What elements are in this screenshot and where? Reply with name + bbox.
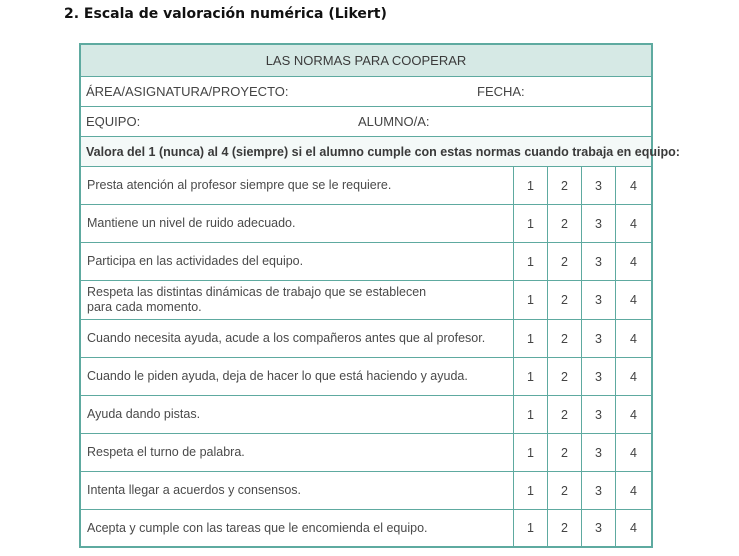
item-text: Respeta las distintas dinámicas de trabajo que se establecen para cada momento. bbox=[87, 285, 427, 314]
score-option-1[interactable]: 1 bbox=[513, 243, 547, 280]
score-option-3[interactable]: 3 bbox=[581, 510, 615, 546]
item-text: Acepta y cumple con las tareas que le encomienda el equipo. bbox=[87, 520, 428, 535]
score-option-2[interactable]: 2 bbox=[547, 434, 581, 471]
item-text: Ayuda dando pistas. bbox=[87, 407, 201, 421]
score-option-1[interactable]: 1 bbox=[513, 472, 547, 509]
score-option-2[interactable]: 2 bbox=[547, 396, 581, 433]
score-option-2[interactable]: 2 bbox=[547, 243, 581, 280]
score-option-1[interactable]: 1 bbox=[513, 510, 547, 546]
score-option-2[interactable]: 2 bbox=[547, 472, 581, 509]
item-row bbox=[81, 510, 651, 546]
score-option-1[interactable]: 1 bbox=[513, 167, 547, 204]
item-row bbox=[81, 472, 651, 510]
item-text: Intenta llegar a acuerdos y consensos. bbox=[87, 483, 302, 497]
item-row bbox=[81, 243, 651, 281]
item-row bbox=[81, 434, 651, 472]
score-option-1[interactable]: 1 bbox=[513, 396, 547, 433]
score-option-4[interactable]: 4 bbox=[615, 510, 651, 546]
instruction-text: Valora del 1 (nunca) al 4 (siempre) si el alumno cumple con estas normas cuando trabaja en equipo: bbox=[81, 137, 651, 167]
score-option-4[interactable]: 4 bbox=[615, 167, 651, 204]
score-option-3[interactable]: 3 bbox=[581, 434, 615, 471]
table-title: LAS NORMAS PARA COOPERAR bbox=[81, 45, 651, 77]
score-option-4[interactable]: 4 bbox=[615, 434, 651, 471]
score-option-4[interactable]: 4 bbox=[615, 243, 651, 280]
score-option-1[interactable]: 1 bbox=[513, 320, 547, 357]
cooperation-norms-table bbox=[79, 43, 680, 548]
score-option-2[interactable]: 2 bbox=[547, 167, 581, 204]
score-option-3[interactable]: 3 bbox=[581, 472, 615, 509]
score-option-3[interactable]: 3 bbox=[581, 167, 615, 204]
score-option-2[interactable]: 2 bbox=[547, 320, 581, 357]
item-text: Presta atención al profesor siempre que se le requiere. bbox=[87, 178, 392, 192]
score-option-1[interactable]: 1 bbox=[513, 434, 547, 471]
score-option-1[interactable]: 1 bbox=[513, 205, 547, 242]
alumno-label: ALUMNO/A: bbox=[358, 114, 430, 129]
item-row bbox=[81, 396, 651, 434]
item-text: Cuando le piden ayuda, deja de hacer lo que está haciendo y ayuda. bbox=[87, 369, 468, 383]
score-option-4[interactable]: 4 bbox=[615, 281, 651, 319]
score-option-2[interactable]: 2 bbox=[547, 281, 581, 319]
item-row bbox=[81, 281, 651, 320]
area-date-row bbox=[81, 77, 651, 107]
score-option-4[interactable]: 4 bbox=[615, 358, 651, 395]
item-row bbox=[81, 358, 651, 396]
item-row bbox=[81, 205, 651, 243]
score-option-4[interactable]: 4 bbox=[615, 320, 651, 357]
score-option-3[interactable]: 3 bbox=[581, 243, 615, 280]
item-text: Participa en las actividades del equipo. bbox=[87, 254, 304, 268]
score-option-2[interactable]: 2 bbox=[547, 205, 581, 242]
score-option-1[interactable]: 1 bbox=[513, 358, 547, 395]
score-option-3[interactable]: 3 bbox=[581, 205, 615, 242]
score-option-3[interactable]: 3 bbox=[581, 396, 615, 433]
score-option-4[interactable]: 4 bbox=[615, 396, 651, 433]
score-option-1[interactable]: 1 bbox=[513, 281, 547, 319]
score-option-3[interactable]: 3 bbox=[581, 281, 615, 319]
item-text: Respeta el turno de palabra. bbox=[87, 445, 245, 459]
score-option-4[interactable]: 4 bbox=[615, 205, 651, 242]
score-option-2[interactable]: 2 bbox=[547, 358, 581, 395]
score-option-4[interactable]: 4 bbox=[615, 472, 651, 509]
score-option-3[interactable]: 3 bbox=[581, 358, 615, 395]
items-list bbox=[81, 167, 651, 546]
item-row bbox=[81, 167, 651, 205]
equipo-label: EQUIPO: bbox=[86, 114, 141, 129]
item-text: Cuando necesita ayuda, acude a los compañeros antes que al profesor. bbox=[87, 331, 486, 345]
section-heading: 2. Escala de valoración numérica (Likert) bbox=[64, 6, 387, 22]
area-label: ÁREA/ASIGNATURA/PROYECTO: bbox=[86, 84, 289, 99]
item-text: Mantiene un nivel de ruido adecuado. bbox=[87, 216, 296, 230]
item-row bbox=[81, 320, 651, 358]
score-option-2[interactable]: 2 bbox=[547, 510, 581, 546]
team-student-row bbox=[81, 107, 651, 137]
fecha-label: FECHA: bbox=[477, 84, 525, 99]
score-option-3[interactable]: 3 bbox=[581, 320, 615, 357]
